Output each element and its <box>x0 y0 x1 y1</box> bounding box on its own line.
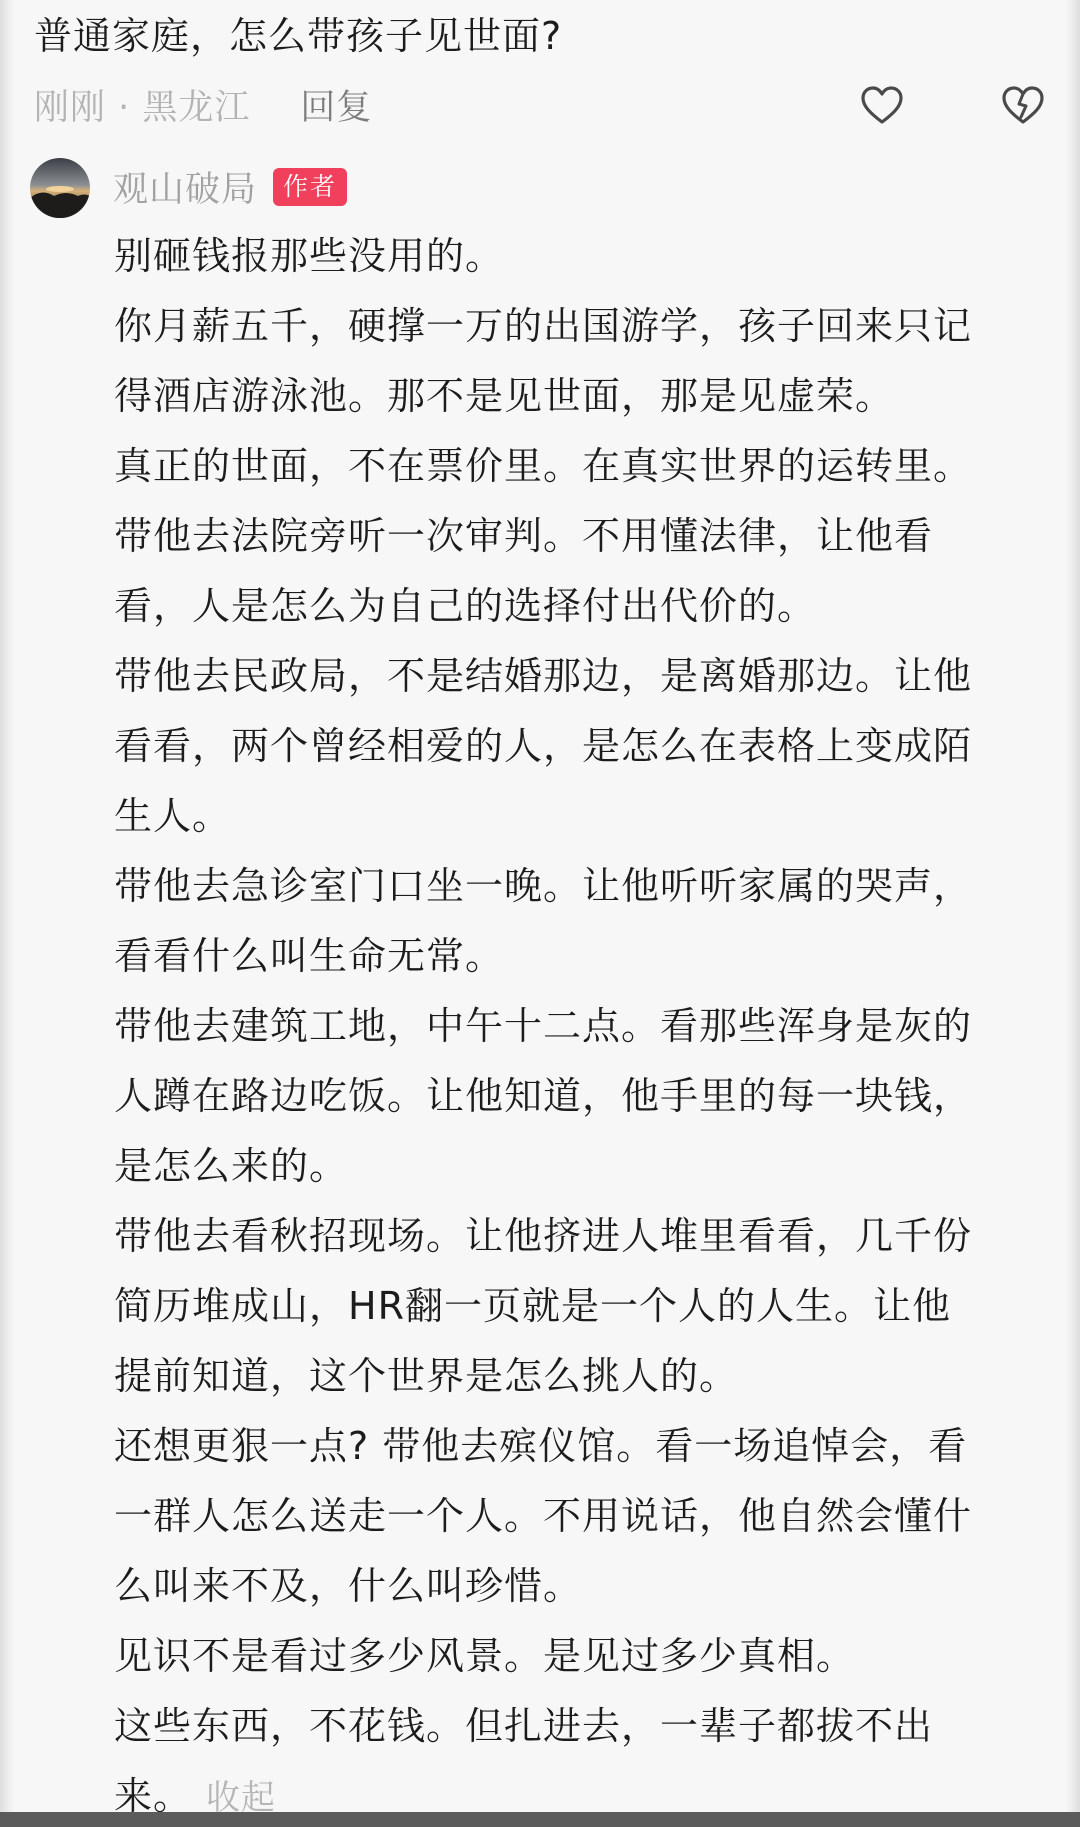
like-button[interactable] <box>857 80 907 130</box>
answer-line: 带他去急诊室门口坐一晚。让他听听家属的哭声， <box>114 864 973 908</box>
heart-icon <box>860 85 904 125</box>
answer-body <box>114 221 1054 1812</box>
answer-line: 你月薪五千，硬撑一万的出国游学，孩子回来只记 <box>114 304 973 348</box>
answer-line: 带他去看秋招现场。让他挤进人堆里看看，几千份 <box>114 1214 973 1258</box>
answer-line: 是怎么来的。 <box>114 1144 349 1188</box>
answer-line: 真正的世面，不在票价里。在真实世界的运转里。 <box>114 444 973 488</box>
answer-line: 生人。 <box>114 794 232 838</box>
answer-last-line <box>114 1761 1054 1812</box>
answer-line: 简历堆成山，HR翻一页就是一个人的人生。让他 <box>114 1284 951 1328</box>
answer-line-end: 来。 <box>114 1774 193 1812</box>
answer-line: 提前知道，这个世界是怎么挑人的。 <box>114 1354 739 1398</box>
answer-line: 得酒店游泳池。那不是见世面，那是见虚荣。 <box>114 374 895 418</box>
left-edge-shadow <box>0 0 14 1812</box>
answer-line: 带他去民政局，不是结婚那边，是离婚那边。让他 <box>114 654 973 698</box>
question-meta-row <box>34 80 372 130</box>
broken-heart-icon <box>1001 85 1045 125</box>
question-meta: 刚刚 · 黑龙江 <box>34 88 251 128</box>
answer-line: 看，人是怎么为自己的选择付出代价的。 <box>114 584 817 628</box>
answer-line: 看看，两个曾经相爱的人，是怎么在表格上变成陌 <box>114 724 973 768</box>
collapse-button[interactable]: 收起 <box>206 1778 277 1812</box>
answer-line: 见识不是看过多少风景。是见过多少真相。 <box>114 1634 856 1678</box>
author-row <box>113 162 347 212</box>
author-avatar[interactable] <box>30 158 90 218</box>
answer-line: 还想更狠一点? 带他去殡仪馆。看一场追悼会，看 <box>114 1424 968 1468</box>
dislike-button[interactable] <box>998 80 1048 130</box>
question-title: 普通家庭，怎么带孩子见世面? <box>34 14 563 58</box>
answer-line: 带他去法院旁听一次审判。不用懂法律，让他看 <box>114 514 934 558</box>
answer-line: 别砸钱报那些没用的。 <box>114 234 505 278</box>
right-edge-shadow <box>1066 0 1080 1812</box>
answer-line: 人蹲在路边吃饭。让他知道，他手里的每一块钱， <box>114 1074 973 1118</box>
author-name[interactable]: 观山破局 <box>113 170 258 210</box>
answer-line: 一群人怎么送走一个人。不用说话，他自然会懂什 <box>114 1494 973 1538</box>
author-badge: 作者 <box>273 168 347 206</box>
answer-line: 带他去建筑工地，中午十二点。看那些浑身是灰的 <box>114 1004 973 1048</box>
reply-button[interactable]: 回复 <box>300 88 373 128</box>
answer-line: 看看什么叫生命无常。 <box>114 934 505 978</box>
avatar-image <box>30 158 90 218</box>
answer-line: 这些东西，不花钱。但扎进去，一辈子都拔不出 <box>114 1704 934 1748</box>
answer-line: 么叫来不及，什么叫珍惜。 <box>114 1564 583 1608</box>
